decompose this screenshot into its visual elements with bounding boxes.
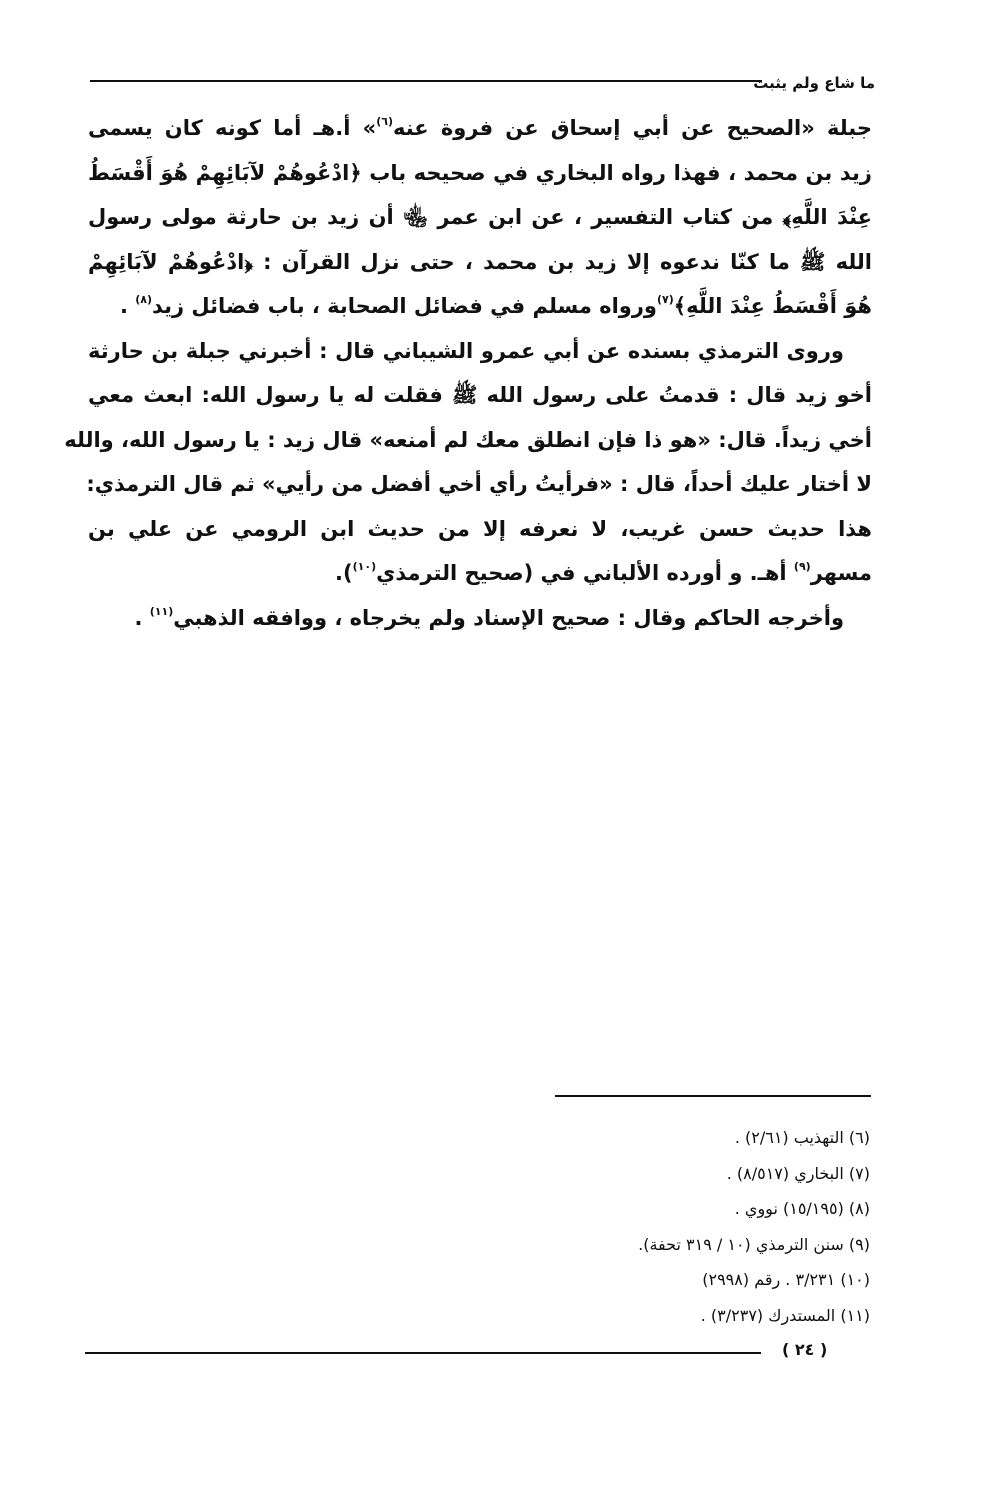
text-segment: أخو زيد قال : قدمتُ على رسول الله ﷺ فقلت له يا رسول الله: ابعث معي — [88, 383, 872, 407]
main-text — [64, 106, 872, 640]
text-line — [88, 507, 872, 552]
text-segment: ورواه مسلم في فضائل الصحابة ، باب فضائل زيد — [152, 294, 657, 318]
text-segment: . — [134, 605, 150, 630]
footnote: (٩) سنن الترمذي (١٠ / ٣١٩ تحفة). — [638, 1234, 870, 1254]
text-segment: جبلة «الصحيح عن أبي إسحاق عن فروة عنه — [392, 116, 872, 140]
footnote-ref: (٧) — [657, 293, 674, 306]
text-line — [88, 195, 872, 240]
text-line — [88, 329, 872, 374]
text-line — [88, 373, 872, 418]
paragraph — [88, 106, 872, 329]
text-segment: لا أختار عليك أحداً، قال : «فرأيتُ رأي أخي أفضل من رأيي» ثم قال الترمذي: — [86, 472, 872, 496]
text-segment: » أ.هـ أما كونه كان يسمى — [88, 116, 377, 140]
footnote-ref: (٩) — [793, 560, 811, 573]
text-segment: هذا حديث حسن غريب، لا نعرفه إلا من حديث ابن الرومي عن علي بن — [88, 516, 872, 541]
text-segment: . — [119, 294, 136, 318]
footnote-ref: (١٠) — [352, 560, 377, 573]
page-number: ( ٢٤ ) — [782, 1340, 828, 1359]
text-segment: زيد بن محمد ، فهذا رواه البخاري في صحيحه باب ﴿ادْعُوهُمْ لآبَائِهِمْ هُوَ أَقْسَطُ — [88, 160, 872, 185]
paragraph — [88, 596, 872, 641]
footnote-ref: (٨) — [135, 293, 153, 306]
footnote-ref: (٦) — [376, 115, 393, 128]
text-segment: أهـ. و أورده الألباني في (صحيح الترمذي — [376, 561, 794, 585]
text-segment: مسهر — [810, 561, 872, 585]
text-line — [88, 151, 872, 196]
footnote: (٧) البخاري (٨/٥١٧) . — [726, 1163, 870, 1183]
text-segment: عِنْدَ اللَّهِ﴾ من كتاب التفسير ، عن ابن عمر ﵄ أن زيد بن حارثة مولى رسول — [88, 205, 872, 229]
text-segment: أخي زيداً. قال: «هو ذا فإن انطلق معك لم أمنعه» قال زيد : يا رسول الله، والله — [64, 427, 872, 452]
footnote-ref: (١١) — [149, 604, 174, 618]
footnote-separator — [555, 1095, 871, 1097]
footnote: (١٠) ٣/٢٣١ . رقم (٢٩٩٨) — [702, 1270, 870, 1289]
text-line — [88, 596, 872, 641]
text-segment: هُوَ أَقْسَطُ عِنْدَ اللَّهِ﴾ — [673, 294, 872, 318]
footnotes — [638, 1120, 870, 1333]
text-segment: ). — [335, 561, 353, 585]
text-line — [88, 106, 872, 151]
text-segment: وروى الترمذي بسنده عن أبي عمرو الشيباني قال : أخبرني جبلة بن حارثة — [88, 338, 844, 363]
header-rule — [90, 80, 762, 82]
footer-rule — [85, 1352, 761, 1354]
text-segment: الله ﷺ ما كنّا ندعوه إلا زيد بن محمد ، حتى نزل القرآن : ﴿ادْعُوهُمْ لآبَائِهِمْ — [88, 249, 872, 274]
text-line — [88, 462, 872, 507]
text-line — [88, 240, 872, 285]
footnote: (١١) المستدرك (٣/٢٣٧) . — [700, 1305, 870, 1325]
text-line — [88, 284, 872, 329]
paragraph — [64, 329, 872, 596]
text-line — [88, 551, 872, 596]
footnote: (٨) (١٥/١٩٥) نووي . — [734, 1199, 870, 1218]
running-header: ما شاع ولم يثبت — [753, 74, 875, 92]
text-line — [64, 418, 872, 463]
text-segment: وأخرجه الحاكم وقال : صحيح الإسناد ولم يخرجاه ، ووافقه الذهبي — [173, 605, 844, 630]
footnote: (٦) التهذيب (٢/٦١) . — [734, 1128, 870, 1147]
